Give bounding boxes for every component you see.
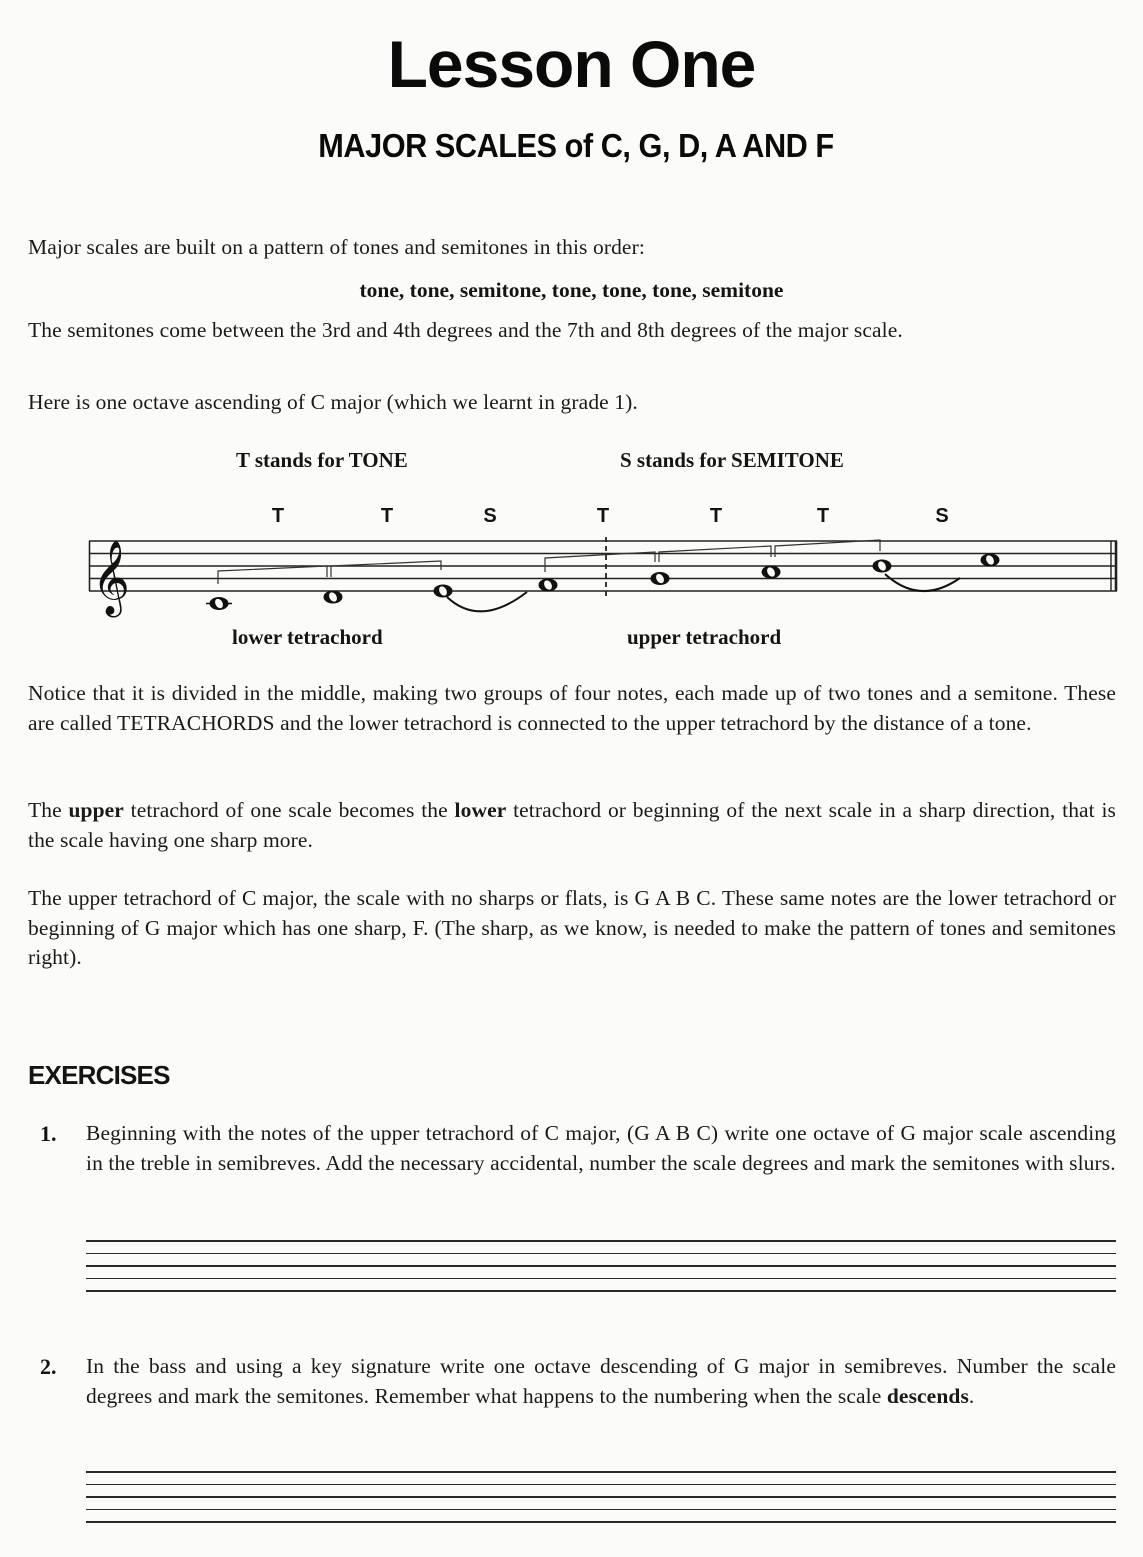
note-g4 [651, 572, 670, 585]
exercise-2-number: 2. [40, 1354, 57, 1379]
c-major-scale-staff [0, 520, 1143, 620]
exercise-1-number: 1. [40, 1121, 57, 1146]
emphasis-lower: lower [454, 798, 507, 822]
lower-tetrachord-label: lower tetrachord [232, 625, 383, 649]
treble-clef-icon [92, 541, 130, 618]
intro-paragraph-3: Here is one octave ascending of C major (which we learnt in grade 1). [28, 390, 638, 414]
intro-paragraph-2: The semitones come between the 3rd and 4th degrees and the 7th and 8th degrees of the major scale. [28, 318, 903, 342]
interval-label: T [709, 505, 723, 527]
explanation-paragraph-2: The upper tetrachord of one scale becomes the lower tetrachord or beginning of the next scale in a sharp direction, that is the scale having one sharp more. [28, 798, 1117, 852]
interval-label: S [483, 505, 497, 527]
exercise-2-text: In the bass and using a key signature write one octave descending of G major in semibreves. Number the scale degrees and mark the semitones. Remember what happens to the numbering when the scale descends. [86, 1354, 1116, 1408]
note-f4 [539, 579, 558, 592]
exercise-1-text: Beginning with the notes of the upper tetrachord of C major, (G A B C) write one octave of G major scale ascending in the treble in semibreves. Add the necessary accidental, number the scale degrees and mark the semitones with slurs. [86, 1121, 1116, 1175]
note-e4 [434, 585, 453, 598]
exercises-heading: EXERCISES [28, 1060, 170, 1090]
interval-label: T [816, 505, 830, 527]
explanation-paragraph-3: The upper tetrachord of C major, the scale with no sharps or flats, is G A B C. These same notes are the lower tetrachord or beginning of G major which has one sharp, F. (The sharp, as we know, is needed to make the pattern of tones and semitones right). [28, 886, 1116, 969]
note-d4 [324, 591, 343, 604]
interval-label: T [380, 505, 394, 527]
emphasis-descends: descends [886, 1383, 969, 1408]
intro-paragraph-1: Major scales are built on a pattern of tones and semitones in this order: [28, 235, 645, 259]
exercise-2-answer-staff[interactable] [86, 1471, 1116, 1525]
interval-label: T [271, 505, 285, 527]
legend-tone: T stands for TONE [236, 448, 408, 472]
legend-semitone: S stands for SEMITONE [620, 448, 844, 472]
emphasis-upper: upper [68, 798, 124, 822]
note-c5 [981, 554, 1000, 567]
note-b4 [873, 560, 892, 573]
page-subtitle: MAJOR SCALES of C, G, D, A AND F [318, 127, 834, 164]
note-c4 [210, 597, 229, 610]
svg-text:𝄞: 𝄞 [92, 541, 130, 615]
notes [206, 554, 1000, 611]
note-a4 [762, 566, 781, 579]
upper-tetrachord-label: upper tetrachord [627, 625, 782, 649]
interval-label: T [596, 505, 610, 527]
explanation-paragraph-1: Notice that it is divided in the middle, making two groups of four notes, each made up of two tones and a semitone. These are called TETRACHORDS and the lower tetrachord is connected to the upper tetrachord by the distance of a tone. [28, 681, 1116, 735]
interval-pattern: tone, tone, semitone, tone, tone, tone, semitone [359, 278, 784, 302]
page-title: Lesson One [387, 27, 756, 101]
interval-label: S [935, 505, 949, 527]
exercise-1-answer-staff[interactable] [86, 1240, 1116, 1294]
